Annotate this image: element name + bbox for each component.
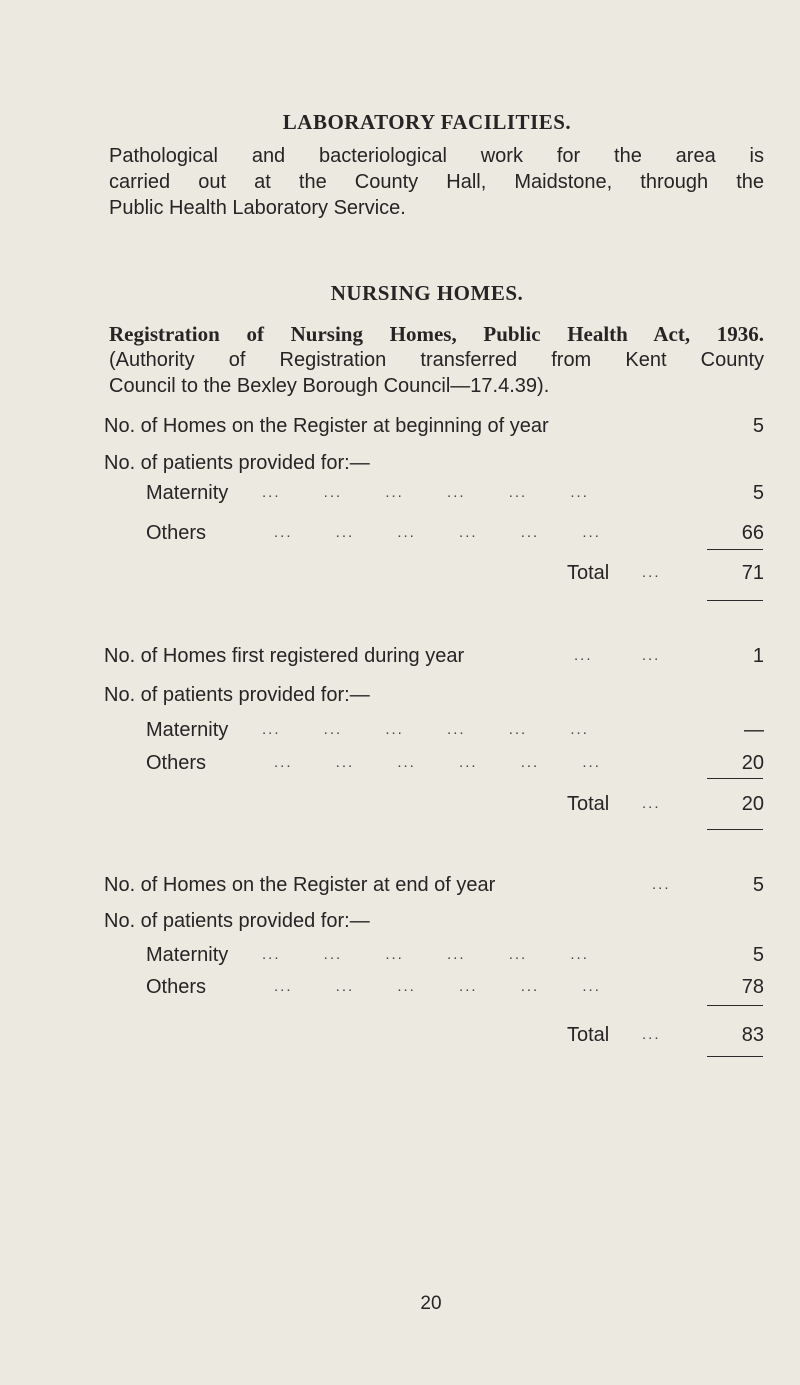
patients-label: No. of patients provided for:—: [104, 910, 370, 932]
paragraph-line: (Authority of Registration transferred from Kent County: [109, 349, 764, 371]
maternity-label: Maternity: [146, 482, 229, 504]
total-value: 71: [741, 562, 764, 584]
subtotal-rule: [707, 778, 763, 779]
homes-value: 5: [752, 415, 764, 437]
others-value: 20: [741, 752, 764, 774]
subtotal-rule: [707, 1005, 763, 1006]
subtotal-rule: [707, 549, 763, 550]
leader-dots: ... ... ... ... ... ...: [262, 484, 589, 501]
homes-label: No. of Homes on the Register at beginning of year: [104, 415, 549, 437]
others-value: 66: [741, 522, 764, 544]
registration-paragraph: [109, 321, 764, 399]
leader-dots: ... ... ... ... ... ...: [274, 978, 601, 995]
others-label: Others: [146, 522, 207, 544]
leader-dots: ... ... ... ... ... ...: [262, 946, 589, 963]
homes-label: No. of Homes first registered during year: [104, 645, 465, 667]
others-label: Others: [146, 752, 207, 774]
leader-dots: ... ... ... ... ... ...: [274, 754, 601, 771]
others-label: Others: [146, 976, 207, 998]
homes-value: 1: [752, 645, 764, 667]
laboratory-heading: LABORATORY FACILITIES.: [282, 110, 572, 134]
paragraph-line: Pathological and bacteriological work for the area is: [109, 145, 764, 167]
paragraph-line: Council to the Bexley Borough Council—17.4.39).: [109, 375, 550, 397]
page-number: 20: [420, 1293, 442, 1314]
total-rule: [707, 1056, 763, 1057]
homes-value: 5: [752, 874, 764, 896]
leader-dots: ... ... ... ... ... ...: [262, 721, 589, 738]
nursing-homes-heading: NURSING HOMES.: [330, 281, 524, 305]
leader-dots: ...: [642, 1026, 661, 1043]
leader-dots: ... ... ... ... ... ...: [274, 524, 601, 541]
others-value: 78: [741, 976, 764, 998]
total-label: Total: [567, 1024, 610, 1046]
maternity-label: Maternity: [146, 944, 229, 966]
maternity-value: —: [744, 719, 764, 741]
total-label: Total: [567, 562, 610, 584]
patients-label: No. of patients provided for:—: [104, 452, 370, 474]
total-rule: [707, 600, 763, 601]
maternity-value: 5: [752, 944, 764, 966]
total-rule: [707, 829, 763, 830]
maternity-value: 5: [752, 482, 764, 504]
laboratory-paragraph: [109, 143, 764, 221]
total-label: Total: [567, 793, 610, 815]
leader-dots: ... ...: [574, 647, 661, 664]
homes-label: No. of Homes on the Register at end of year: [104, 874, 496, 896]
leader-dots: ...: [642, 564, 661, 581]
registration-title: Registration of Nursing Homes, Public Health Act, 1936.: [109, 322, 764, 346]
leader-dots: ...: [652, 876, 671, 893]
patients-label: No. of patients provided for:—: [104, 684, 370, 706]
leader-dots: ...: [642, 795, 661, 812]
maternity-label: Maternity: [146, 719, 229, 741]
total-value: 20: [741, 793, 764, 815]
total-value: 83: [741, 1024, 764, 1046]
paragraph-line: carried out at the County Hall, Maidstone, through the: [109, 171, 764, 193]
paragraph-line: Public Health Laboratory Service.: [109, 197, 406, 219]
